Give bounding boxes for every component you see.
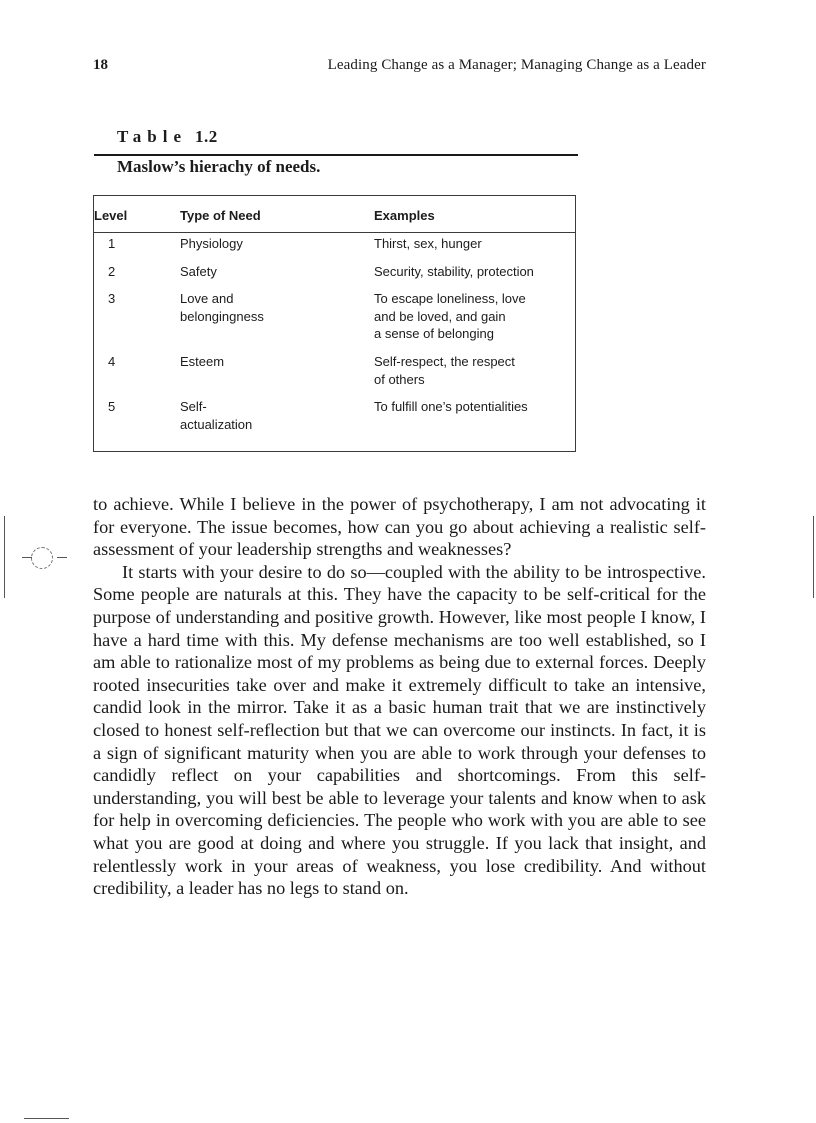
crop-mark-bottom <box>24 1118 69 1119</box>
cell-examples: Self-respect, the respect of others <box>374 354 515 387</box>
cell-type: Safety <box>180 264 217 279</box>
registration-mark-icon <box>31 547 53 569</box>
table-label-number: 1.2 <box>195 127 218 146</box>
crop-tick-right <box>57 557 67 558</box>
cell-level: 1 <box>108 236 116 251</box>
cell-level: 3 <box>108 291 116 306</box>
paragraph-1: to achieve. While I believe in the power of psychotherapy, I am not advocating it for everyone. The issue becomes, how can you go about achieving a realistic self-assessment of your leadership strengths and weaknesses? <box>93 494 706 560</box>
needs-table <box>93 195 576 452</box>
cell-type: Self- actualization <box>180 399 253 432</box>
cell-examples: To fulfill one’s potentialities <box>374 399 528 414</box>
column-header-examples: Examples <box>374 208 435 223</box>
column-header-level: Level <box>94 208 128 223</box>
cell-type: Love and belongingness <box>180 291 264 324</box>
cell-level: 2 <box>108 264 116 279</box>
cell-examples: To escape loneliness, love and be loved, and gain a sense of belonging <box>374 291 526 341</box>
table-caption: Maslow’s hierachy of needs. <box>117 157 321 176</box>
table-title-rule <box>94 154 578 156</box>
table-label-word: Table <box>117 127 188 146</box>
cell-examples: Thirst, sex, hunger <box>374 236 482 251</box>
cell-type: Physiology <box>180 236 243 251</box>
paragraph-2: It starts with your desire to do so—coupled with the ability to be introspective. Some people are naturals at this. They have the capacity to be self-critical for the purpose of understanding and positive growth. However, like most people I know, I have a hard time with this. My defense mechanisms are too well established, so I am able to rationalize most of my problems as being due to external forces. Deeply rooted insecurities take over and make it extremely difficult to take an intensive, candid look in the mirror. Take it as a basic human trait that we are instinctively closed to honest self-reflection but that we can overcome our instincts. In fact, it is a sign of significant maturity when you are able to work through your defenses to candidly reflect on your capabilities and shortcomings. From this self-understanding, you will best be able to leverage your talents and know when to ask for help in overcoming deficiencies. The people who work with you are able to see what you are good at doing and where you struggle. If you lack that insight, and relentlessly work in your areas of weakness, you lose credibility. And without credibility, a leader has no legs to stand on. <box>93 561 706 899</box>
cell-level: 5 <box>108 399 116 414</box>
cell-examples: Security, stability, protection <box>374 264 534 279</box>
table-header-rule <box>94 232 575 233</box>
page-number: 18 <box>93 57 108 73</box>
cell-level: 4 <box>108 354 116 369</box>
table-label <box>117 127 218 147</box>
crop-mark-left <box>4 516 5 598</box>
column-header-type: Type of Need <box>180 208 261 223</box>
body-text <box>93 493 706 900</box>
cell-type: Esteem <box>180 354 225 369</box>
page-header <box>93 57 706 77</box>
running-head: Leading Change as a Manager; Managing Change as a Leader <box>327 57 706 73</box>
crop-mark-right <box>813 516 814 598</box>
